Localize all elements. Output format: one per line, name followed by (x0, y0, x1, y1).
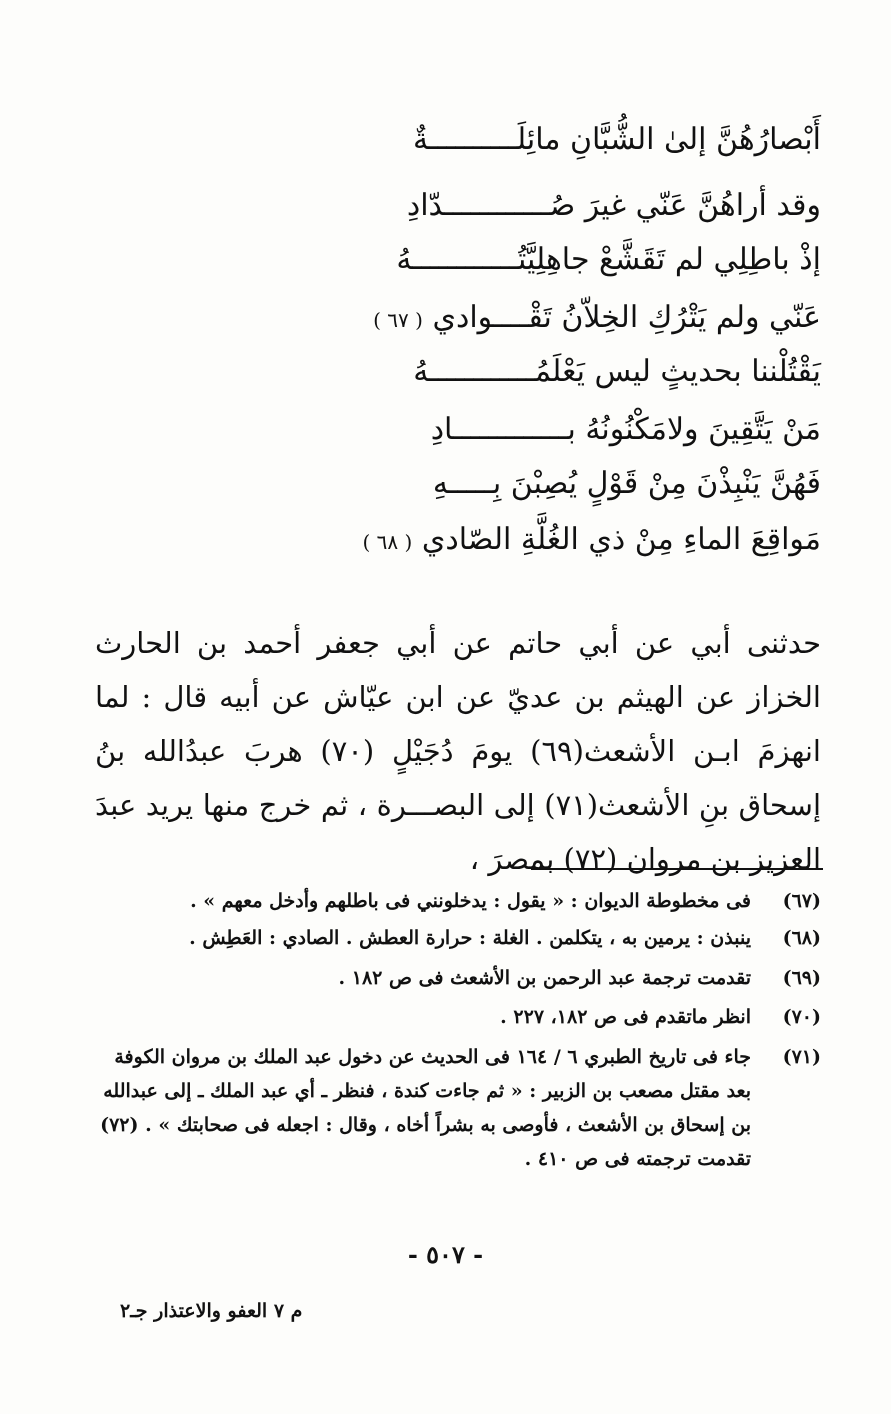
verse-line: مَواقِعَ الماءِ مِنْ ذي الغُلَّةِ الصّادي ( ٦٨ ) (362, 522, 821, 557)
footnote (100, 961, 821, 995)
footnote-number: (٧١) (782, 1046, 821, 1068)
page-number: - ٥٠٧ - (407, 1240, 484, 1269)
verse-line: يَقْتُلْننا بحديثٍ ليس يَعْلَمُــــــــــــهُ (413, 354, 821, 389)
footnote (100, 921, 821, 955)
signature-mark: م ٧ العفو والاعتذار جـ٢ (120, 1300, 303, 1322)
footnote-text: ينبذن : يرمين به ، يتكلمن . الغلة : حرارة العطش . الصادي : العَطِش . (189, 927, 751, 949)
verse-note-ref: ( ٦٧ ) (373, 308, 423, 332)
footnote-text: تقدمت ترجمة عبد الرحمن بن الأشعث فى ص ١٨٢ . (338, 967, 751, 989)
verse-line: عَنّي ولم يَتْرُكِ الخِلاّنُ تَقْــــوادي ( ٦٧ ) (373, 300, 821, 335)
footnote (100, 1040, 821, 1176)
footnote-text: جاء فى تاريخ الطبري ٦ / ١٦٤ فى الحديث عن دخول عبد الملك بن مروان الكوفة بعد مقتل مصعب بن الزبير : « ثم جاءت كندة ، فنظر ـ أي عبد الملك ـ إلى عبدالله بن إسحاق بن الأشعث ، فأوصى به بشراً أخاه ، وقال : اجعله فى صحابتك » . (٧٢) تقدمت ترجمته فى ص ٤١٠ . (100, 1046, 751, 1170)
footnote-text: انظر ماتقدم فى ص ١٨٢، ٢٢٧ . (500, 1006, 751, 1028)
footnote (100, 1000, 821, 1034)
verse-line: وقد أراهُنَّ عَنّي غيرَ صُــــــــــــدّادِ (406, 188, 821, 223)
verse-line: أَبْصارُهُنَّ إلىٰ الشُّبَّانِ مائِلَــــــــــةٌ (412, 122, 821, 157)
footnote-number: (٦٩) (782, 967, 821, 989)
verse-line: مَنْ يَتَّقِينَ ولامَكْنُونُهُ بـــــــــــــادِ (430, 412, 821, 447)
footnote-text: فى مخطوطة الديوان : « يقول : يدخلونني فى باطلهم وأدخل معهم » . (190, 890, 751, 912)
verse-line: فَهُنَّ يَنْبِذْنَ مِنْ قَوْلٍ يُصِبْنَ بِـــــهِ (432, 466, 821, 501)
footnote-number: (٦٧) (782, 890, 821, 912)
footnote-number: (٧٠) (782, 1006, 821, 1028)
body-paragraph: حدثنى أبي عن أبي حاتم عن أبي جعفر أحمد بن الحارث الخزاز عن الهيثم بن عديّ عن ابن عيّاش عن أبيه قال : لما انهزمَ ابـن الأشعث(٦٩) يومَ دُجَيْلٍ (٧٠) هربَ عبدُالله بنُ إسحاق بنِ الأشعث(٧١) إلى البصـــرة ، ثم خرج منها يريد عبدَ العزيز بن مروان (٧٢) بمصرَ ، (95, 626, 822, 876)
footnote-separator (531, 868, 823, 870)
verse-note-ref: ( ٦٨ ) (362, 530, 413, 554)
verse-line: إذْ باطِلِي لم تَقَشَّعْ جاهِلِيَّتُــــــــــــهُ (396, 242, 821, 277)
footnote (100, 884, 821, 918)
footnote-number: (٦٨) (782, 927, 821, 949)
